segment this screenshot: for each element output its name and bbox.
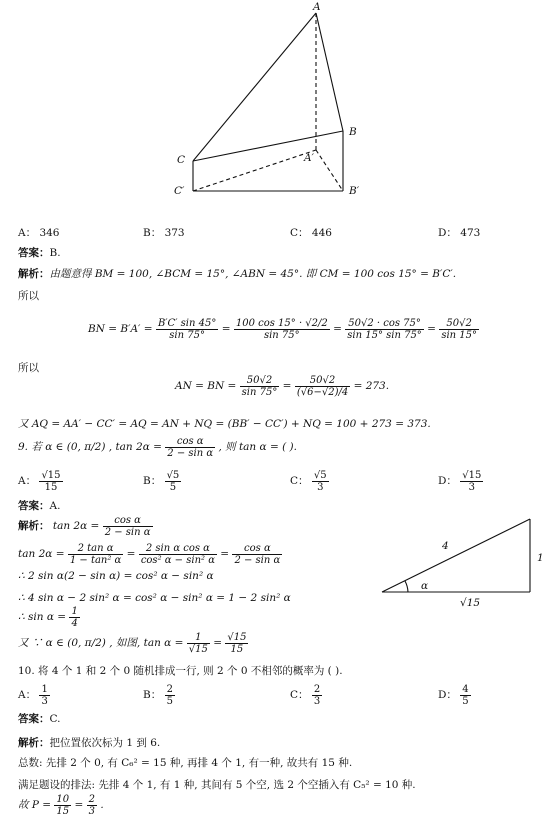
q8-final-line: 又 AQ = AA′ − CC′ = AQ = AN + NQ = (BB′ − CC′) + NQ = 100 + 273 = 373. (18, 418, 431, 430)
label-A: A (313, 1, 321, 13)
q8-suoyi2: 所以 (18, 362, 39, 374)
label-C1: C′ (174, 185, 185, 197)
edge-C1-A1 (193, 150, 316, 191)
q9-answer: 答案：A. (18, 500, 61, 512)
triangle-adj-label: √15 (460, 597, 481, 609)
q10-analysis-4: 故 P = $\frac{10}{15}$ = $\frac{2}{3}$ . (18, 794, 104, 817)
edge-A-C (193, 13, 316, 161)
triangle-angle-label: α (421, 580, 429, 592)
q9-analysis-3: ∴ 2 sin α(2 − sin α) = cos² α − sin² α (18, 570, 214, 582)
label-B: B (349, 126, 357, 138)
q9-analysis-5: ∴ sin α = $\frac{1}{4}$ (18, 606, 78, 629)
q8-option-a: A： 346 (18, 227, 60, 239)
q8-suoyi: 所以 (18, 290, 39, 302)
q8-answer: 答案：B. (18, 247, 61, 259)
q10-option-d: D： $\frac{4}{5}$ (438, 684, 469, 707)
edge-A1-B1 (316, 150, 343, 191)
q9-analysis-1: 解析： tan 2α = $\frac{\text{cos α}}{\text{2 − sin α}}$ (18, 515, 151, 538)
q8-eq2: AN = BN = $\frac{50√2}{\sin 75^\circ}$ = $\frac{50√2}{(√6-√2)/4}$ = 273. (175, 375, 390, 398)
q9-stem: 9. 若 α ∈ (0, π/2) , tan 2α = $\frac{\text{cos α}}{\text{2 − sin α}}$ , 则 tan α = ( ). (18, 436, 297, 459)
q8-option-d: D： 473 (438, 227, 481, 239)
edge-A-B (316, 13, 343, 131)
q8-analysis-line1: 解析：由题意得 BM = 100, ∠BCM = 15°, ∠ABN = 45°. 即 CM = 100 cos 15° = B′C′. (18, 268, 457, 280)
q10-answer: 答案：C. (18, 713, 61, 725)
triangle-opp-label: 1 (537, 552, 544, 564)
label-A1: A′ (304, 152, 314, 164)
label-B1: B′ (349, 185, 360, 197)
q9-analysis-6: 又 ∵ α ∈ (0, π/2) , 如图, tan α = $\frac{1}{√15}$ = $\frac{√15}{15}$ (18, 632, 247, 655)
q10-option-b: B： $\frac{2}{5}$ (143, 684, 173, 707)
q8-option-c: C： 446 (290, 227, 332, 239)
q9-option-d: D： $\frac{√15}{3}$ (438, 470, 482, 493)
q9-option-a: A： $\frac{√15}{15}$ (18, 470, 61, 493)
q8-option-b: B： 373 (143, 227, 185, 239)
q10-analysis-2: 总数: 先排 2 个 0, 有 C₆² = 15 种, 再排 4 个 1, 有一种, 故共有 15 种. (18, 757, 353, 769)
label-C: C (177, 154, 186, 166)
q9-analysis-4: ∴ 4 sin α − 2 sin² α = cos² α − sin² α = 1 − 2 sin² α (18, 592, 291, 604)
triangle-hyp-label: 4 (442, 540, 449, 552)
q9-option-c: C： $\frac{√5}{3}$ (290, 470, 327, 493)
q10-analysis-3: 满足题设的排法: 先排 4 个 1, 有 1 种, 其间有 5 个空, 选 2 个空插入有 C₅² = 10 种. (18, 779, 416, 791)
q9-option-b: B： $\frac{√5}{5}$ (143, 470, 180, 493)
q10-option-a: A： $\frac{1}{3}$ (18, 684, 48, 707)
q8-eq1: BN = B′A′ = $\frac{B'C' \sin 45^\circ}{\sin 75^\circ}$ = $\frac{100 \cos 15^\circ \cdot √2/2}{\sin 75^\circ}$ = $\frac{50√2 \cdot \cos 75^\circ}{\sin 15^\circ \sin 75^\circ}$ = $\frac{50√2}{\sin 15^\circ}$ (88, 318, 477, 341)
q10-option-c: C： $\frac{2}{3}$ (290, 684, 321, 707)
q9-analysis-2: tan 2α = $\frac{\text{2 tan α}}{\text{1 − tan² α}}$ = $\frac{\text{2 sin α cos α}}{\text{cos² α − sin² α}}$ = $\frac{\text{cos α}}{\text{2 − sin α}}$ (18, 543, 281, 566)
q10-analysis-1: 解析：把位置依次标为 1 到 6. (18, 737, 161, 749)
q10-stem: 10. 将 4 个 1 和 2 个 0 随机排成一行, 则 2 个 0 不相邻的概率为 ( ). (18, 665, 343, 677)
